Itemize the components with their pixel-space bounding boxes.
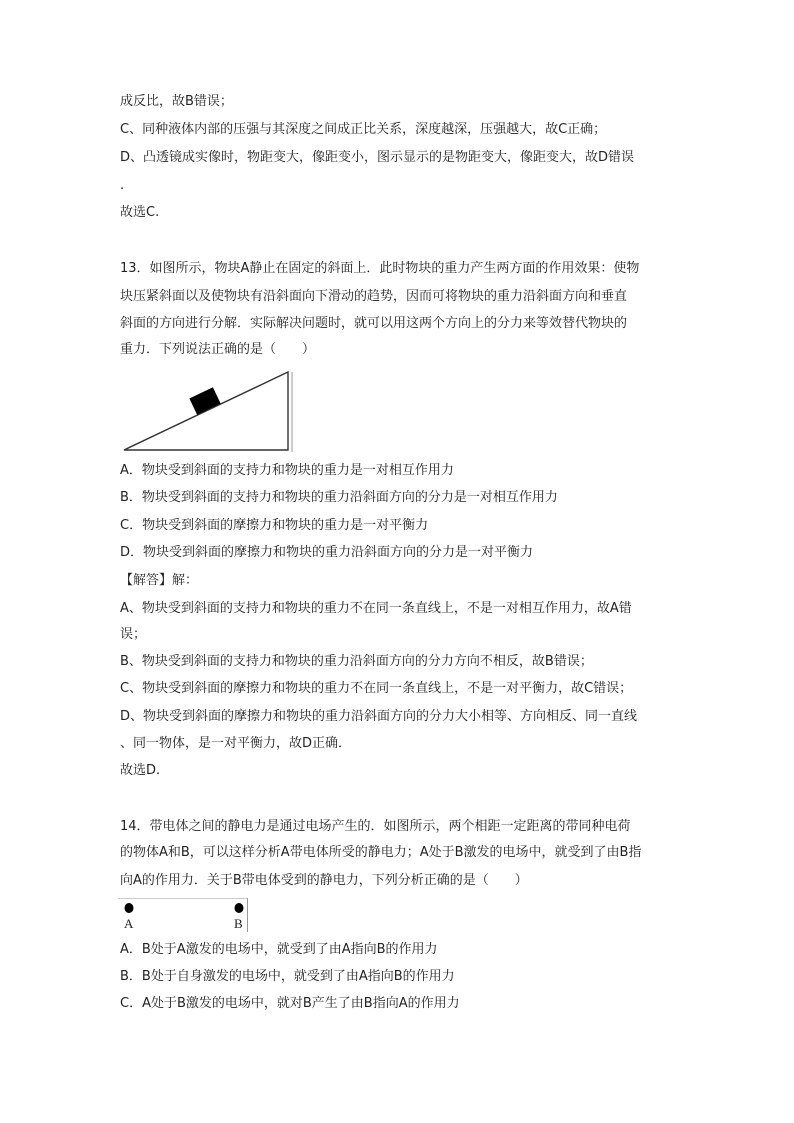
q13-stem-line: 斜面的方向进行分解．实际解决问题时，就可以用这两个方向上的分力来等效替代物块的 bbox=[120, 316, 628, 331]
charges-figure bbox=[118, 898, 250, 932]
q14-stem-line: 14．带电体之间的静电力是通过电场产生的．如图所示，两个相距一定距离的带同种电荷 bbox=[120, 819, 631, 834]
prev-answer-conclusion: 故选C. bbox=[120, 205, 160, 220]
q14-option-b: B．B处于自身激发的电场中，就受到了由A指向B的作用力 bbox=[120, 969, 455, 984]
prev-answer-line-1: 成反比，故B错误； bbox=[120, 94, 233, 109]
q13-answer-line: 、同一物体，是一对平衡力，故D正确． bbox=[120, 736, 352, 751]
q13-option-d: D．物块受到斜面的摩擦力和物块的重力沿斜面方向的分力是一对平衡力 bbox=[120, 545, 534, 560]
q13-stem-line: 13．如图所示，物块A静止在固定的斜面上．此时物块的重力产生两方面的作用效果：使物 bbox=[120, 261, 640, 276]
incline-plane bbox=[124, 372, 288, 450]
label-a: A bbox=[124, 916, 134, 931]
q13-answer-line: B、物块受到斜面的支持力和物块的重力沿斜面方向的分力方向不相反，故B错误； bbox=[120, 654, 593, 669]
q13-option-c: C．物块受到斜面的摩擦力和物块的重力是一对平衡力 bbox=[120, 518, 429, 533]
q13-option-a: A．物块受到斜面的支持力和物块的重力是一对相互作用力 bbox=[120, 463, 454, 478]
q14-option-c: C．A处于B激发的电场中，就对B产生了由B指向A的作用力 bbox=[120, 996, 460, 1011]
prev-answer-line-2: C、同种液体内部的压强与其深度之间成正比关系，深度越深，压强越大，故C正确； bbox=[120, 122, 607, 137]
q14-stem-line: 的物体A和B，可以这样分析A带电体所受的静电力；A处于B激发的电场中，就受到了由B指 bbox=[120, 845, 642, 860]
q13-answer-line: A、物块受到斜面的支持力和物块的重力不在同一条直线上，不是一对相互作用力，故A错 bbox=[120, 601, 632, 616]
q13-stem-line: 块压紧斜面以及使物块有沿斜面向下滑动的趋势，因而可将物块的重力沿斜面方向和垂直 bbox=[120, 289, 628, 304]
prev-answer-line-3: D、凸透镜成实像时，物距变大，像距变小，图示显示的是物距变大，像距变大，故D错误 bbox=[120, 150, 635, 165]
incline-figure bbox=[118, 368, 294, 454]
q13-answer-header: 【解答】解： bbox=[120, 573, 199, 588]
q13-answer-line: D、物块受到斜面的摩擦力和物块的重力沿斜面方向的分力大小相等、方向相反、同一直线 bbox=[120, 709, 638, 724]
charge-a bbox=[125, 903, 134, 913]
q14-stem-line: 向A的作用力．关于B带电体受到的静电力，下列分析正确的是（ ） bbox=[120, 873, 528, 888]
q13-answer-line: C、物块受到斜面的摩擦力和物块的重力不在同一条直线上，不是一对平衡力，故C错误； bbox=[120, 681, 633, 696]
block-a bbox=[189, 387, 220, 414]
q13-conclusion: 故选D. bbox=[120, 763, 161, 778]
q13-option-b: B．物块受到斜面的支持力和物块的重力沿斜面方向的分力是一对相互作用力 bbox=[120, 490, 558, 505]
prev-answer-line-4: . bbox=[120, 178, 125, 193]
q14-option-a: A．B处于A激发的电场中，就受到了由A指向B的作用力 bbox=[120, 942, 438, 957]
q13-stem-line: 重力．下列说法正确的是（ ） bbox=[120, 342, 316, 357]
label-b: B bbox=[234, 916, 243, 931]
charge-b bbox=[235, 903, 244, 913]
q13-answer-line: 误； bbox=[120, 627, 147, 642]
